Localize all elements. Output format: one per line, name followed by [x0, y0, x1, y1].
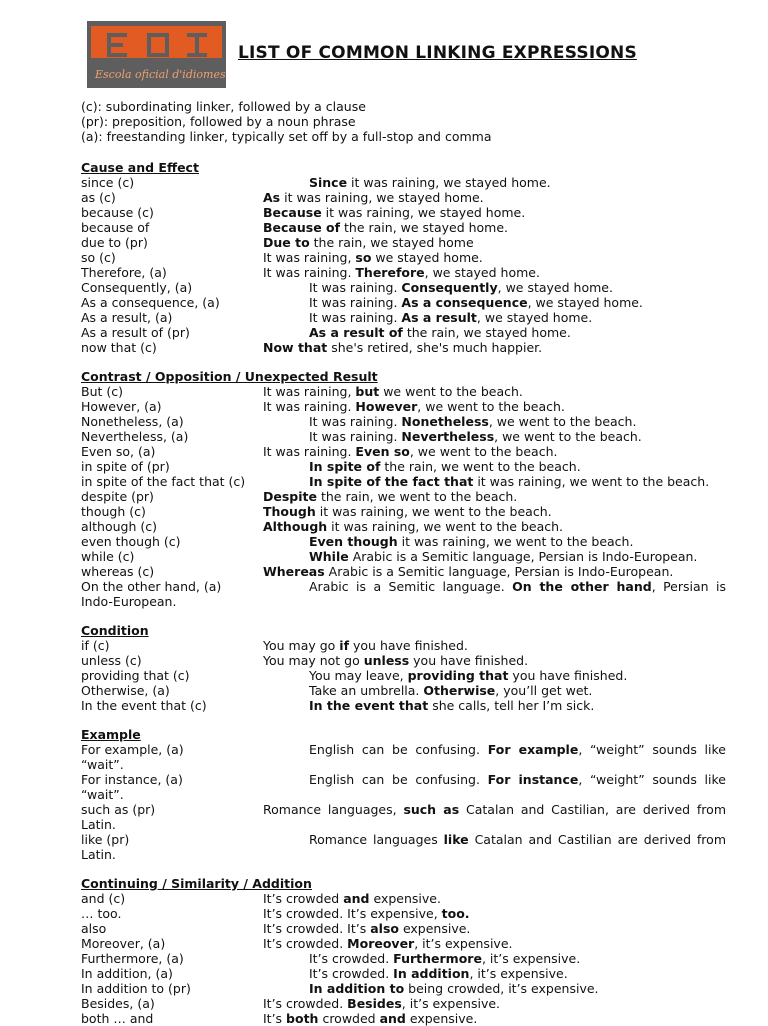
example-text: , we went to the beach.: [409, 444, 558, 459]
linker-example: [263, 564, 726, 579]
example-text: Arabic is a Semitic language, Persian is Indo-European.: [324, 564, 674, 579]
linker-example: [263, 638, 726, 653]
linker-example: [263, 921, 726, 936]
linker-highlight: Nonetheless: [401, 414, 489, 429]
linker-term: so (c): [81, 250, 116, 265]
linker-highlight: Though: [263, 504, 316, 519]
linker-row: [81, 579, 726, 594]
linker-example: [263, 235, 726, 250]
legend-line: (c): subordinating linker, followed by a clause: [81, 99, 366, 114]
linker-example: [309, 474, 726, 489]
linker-term: However, (a): [81, 399, 162, 414]
linker-example: [263, 220, 726, 235]
linker-row: [81, 295, 726, 310]
linker-highlight: However: [355, 399, 418, 414]
linker-row: [81, 534, 726, 549]
linker-highlight: While: [309, 549, 349, 564]
example-text: You may go: [263, 638, 340, 653]
linker-term: As a consequence, (a): [81, 295, 220, 310]
linker-highlight: In spite of the fact that: [309, 474, 474, 489]
linker-highlight: As: [263, 190, 281, 205]
example-text: Arabic is a Semitic language, Persian is Indo-European.: [348, 549, 698, 564]
example-text: It was raining.: [263, 444, 356, 459]
section-title: Condition: [81, 623, 149, 638]
linker-highlight: As a consequence: [401, 295, 528, 310]
logo-eoi-mark: [101, 29, 221, 59]
linker-term: because (c): [81, 205, 154, 220]
linker-term: Consequently, (a): [81, 280, 193, 295]
linker-row: [81, 936, 726, 951]
example-text: It’s crowded.: [309, 966, 394, 981]
example-text: , “weight” sounds like: [578, 742, 726, 757]
linker-row: [81, 653, 726, 668]
example-text: It’s crowded.: [263, 936, 348, 951]
example-text: Romance languages,: [263, 802, 404, 817]
linker-row: [81, 683, 726, 698]
linker-highlight: In addition: [393, 966, 470, 981]
example-text: You may leave,: [309, 668, 408, 683]
linker-term: Moreover, (a): [81, 936, 166, 951]
linker-highlight: Although: [263, 519, 328, 534]
linker-highlight: For example: [487, 742, 579, 757]
linker-example: [263, 265, 726, 280]
linker-row: [81, 921, 726, 936]
linker-term: … too.: [81, 906, 122, 921]
linker-term: as (c): [81, 190, 116, 205]
linker-row: [81, 519, 726, 534]
linker-row: [81, 742, 726, 757]
linker-term: As a result of (pr): [81, 325, 190, 340]
linker-highlight: and: [379, 1011, 406, 1026]
linker-example: [309, 549, 726, 564]
linker-example: [309, 668, 726, 683]
linker-highlight: also: [370, 921, 399, 936]
linker-term: Besides, (a): [81, 996, 155, 1011]
linker-row: [81, 399, 726, 414]
linker-example: [263, 519, 726, 534]
linker-highlight: On the other hand: [512, 579, 652, 594]
example-text: It was raining.: [309, 295, 402, 310]
linker-row: [81, 981, 726, 996]
example-text: , we went to the beach.: [488, 414, 637, 429]
linker-example: [263, 190, 726, 205]
linker-row: [81, 802, 726, 817]
linker-highlight: providing that: [407, 668, 509, 683]
linker-row: [81, 489, 726, 504]
example-continuation: Latin.: [81, 817, 116, 832]
example-continuation: Latin.: [81, 847, 116, 862]
linker-highlight: both: [286, 1011, 319, 1026]
linker-highlight: Now that: [263, 340, 328, 355]
example-text: , “weight” sounds like: [578, 772, 726, 787]
linker-highlight: Besides: [347, 996, 402, 1011]
linker-highlight: Furthermore: [393, 951, 482, 966]
linker-example: [309, 429, 726, 444]
example-text: It’s crowded. It’s expensive,: [263, 906, 442, 921]
linker-highlight: Moreover: [347, 936, 415, 951]
linker-highlight: like: [443, 832, 469, 847]
example-text: we stayed home.: [371, 250, 483, 265]
linker-highlight: As a result: [401, 310, 477, 325]
example-text: It was raining,: [263, 250, 356, 265]
example-text: It was raining.: [309, 429, 402, 444]
linker-example: [263, 802, 726, 817]
example-text: it was raining, we stayed home.: [347, 175, 551, 190]
linker-example: [309, 698, 726, 713]
page-title: LIST OF COMMON LINKING EXPRESSIONS: [238, 43, 637, 63]
legend-line: (a): freestanding linker, typically set off by a full-stop and comma: [81, 129, 492, 144]
example-text: , we stayed home.: [424, 265, 540, 280]
linker-term: Nevertheless, (a): [81, 429, 189, 444]
example-text: you have finished.: [508, 668, 628, 683]
example-text: , we stayed home.: [497, 280, 613, 295]
linker-row: [81, 951, 726, 966]
example-text: the rain, we stayed home: [309, 235, 474, 250]
section-title: Example: [81, 727, 141, 742]
logo-subtitle: Escola oficial d'idiomes: [95, 68, 226, 81]
linker-highlight: In the event that: [309, 698, 429, 713]
linker-highlight: such as: [403, 802, 460, 817]
linker-row: [81, 996, 726, 1011]
section-title: Cause and Effect: [81, 160, 199, 175]
section-title: Contrast / Opposition / Unexpected Result: [81, 369, 378, 384]
linker-term: whereas (c): [81, 564, 155, 579]
example-text: , we went to the beach.: [417, 399, 565, 414]
example-text: , we went to the beach.: [494, 429, 642, 444]
linker-example: [309, 295, 726, 310]
example-text: , you’ll get wet.: [495, 683, 593, 698]
linker-term: As a result, (a): [81, 310, 173, 325]
linker-highlight: Whereas: [263, 564, 325, 579]
linker-highlight: In addition to: [309, 981, 405, 996]
linker-example: [309, 966, 726, 981]
linker-example: [309, 310, 726, 325]
linker-term: even though (c): [81, 534, 181, 549]
legend-line: (pr): preposition, followed by a noun phrase: [81, 114, 356, 129]
linker-term: But (c): [81, 384, 123, 399]
example-text: , it’s expensive.: [401, 996, 501, 1011]
example-text: , Persian is: [651, 579, 726, 594]
linker-row: [81, 549, 726, 564]
linker-term: such as (pr): [81, 802, 156, 817]
linker-row: [81, 966, 726, 981]
linker-row: [81, 235, 726, 250]
linker-highlight: so: [355, 250, 372, 265]
linker-term: both … and: [81, 1011, 154, 1026]
linker-example: [263, 340, 726, 355]
example-text: Romance languages: [309, 832, 444, 847]
example-text: it was raining, we went to the beach.: [397, 534, 634, 549]
linker-term: because of: [81, 220, 150, 235]
linker-term: providing that (c): [81, 668, 190, 683]
example-text: , we stayed home.: [476, 310, 593, 325]
linker-example: [309, 325, 726, 340]
linker-term: although (c): [81, 519, 157, 534]
linker-highlight: Therefore: [355, 265, 425, 280]
linker-highlight: Because of: [263, 220, 341, 235]
linker-term: in spite of the fact that (c): [81, 474, 246, 489]
example-text: English can be confusing.: [309, 742, 488, 757]
example-text: It’s: [263, 1011, 287, 1026]
example-text: , we stayed home.: [527, 295, 643, 310]
example-text: It’s crowded. It’s: [263, 921, 371, 936]
linker-row: [81, 310, 726, 325]
example-text: It’s crowded.: [263, 996, 348, 1011]
linker-row: [81, 668, 726, 683]
example-text: she's retired, she's much happier.: [327, 340, 543, 355]
linker-highlight: Even though: [309, 534, 398, 549]
linker-row: [81, 564, 726, 579]
linker-highlight: As a result of: [309, 325, 403, 340]
logo-orange-band: [91, 26, 222, 58]
linker-highlight: if: [339, 638, 350, 653]
linker-row: [81, 444, 726, 459]
linker-example: [309, 683, 726, 698]
linker-row: [81, 698, 726, 713]
example-text: you have finished.: [349, 638, 468, 653]
section-title: Continuing / Similarity / Addition: [81, 876, 312, 891]
linker-example: [263, 936, 726, 951]
linker-highlight: Since: [309, 175, 348, 190]
example-text: the rain, we went to the beach.: [316, 489, 518, 504]
example-continuation: “wait”.: [81, 787, 124, 802]
example-text: It was raining.: [309, 414, 402, 429]
linker-example: [263, 653, 726, 668]
linker-row: [81, 175, 726, 190]
example-text: it was raining, we went to the beach.: [315, 504, 552, 519]
example-text: Take an umbrella.: [309, 683, 424, 698]
example-text: she calls, tell her I’m sick.: [428, 698, 595, 713]
example-text: It was raining.: [263, 399, 356, 414]
linker-row: [81, 891, 726, 906]
linker-term: Nonetheless, (a): [81, 414, 184, 429]
example-text: , it’s expensive.: [414, 936, 513, 951]
linker-term: in spite of (pr): [81, 459, 170, 474]
example-text: being crowded, it’s expensive.: [404, 981, 599, 996]
example-text: you have finished.: [409, 653, 529, 668]
linker-row: [81, 474, 726, 489]
linker-highlight: Due to: [263, 235, 310, 250]
legend: [81, 99, 492, 144]
linker-term: though (c): [81, 504, 146, 519]
linker-row: [81, 459, 726, 474]
linker-highlight: too.: [441, 906, 470, 921]
linker-row: [81, 504, 726, 519]
linker-example: [263, 891, 726, 906]
linker-term: On the other hand, (a): [81, 579, 222, 594]
linker-row: [81, 772, 726, 787]
linker-highlight: Otherwise: [423, 683, 496, 698]
example-text: You may not go: [263, 653, 364, 668]
example-text: expensive.: [405, 1011, 478, 1026]
linker-term: and (c): [81, 891, 126, 906]
example-text: Catalan and Castilian, are derived from: [459, 802, 726, 817]
linker-row: [81, 340, 726, 355]
example-text: the rain, we stayed home.: [340, 220, 509, 235]
example-text: English can be confusing.: [309, 772, 488, 787]
linker-term: Otherwise, (a): [81, 683, 170, 698]
linker-highlight: Even so: [355, 444, 410, 459]
linker-term: In addition to (pr): [81, 981, 191, 996]
linker-example: [263, 489, 726, 504]
linker-row: [81, 265, 726, 280]
linker-term: Furthermore, (a): [81, 951, 184, 966]
linker-term: In addition, (a): [81, 966, 173, 981]
eoi-logo: [87, 21, 226, 88]
linker-term: In the event that (c): [81, 698, 207, 713]
linker-example: [263, 250, 726, 265]
example-text: It’s crowded: [263, 891, 344, 906]
linker-example: [309, 951, 726, 966]
linker-highlight: For instance: [487, 772, 579, 787]
linker-example: [263, 906, 726, 921]
example-text: It was raining.: [263, 265, 356, 280]
linker-term: Therefore, (a): [81, 265, 167, 280]
linker-row: [81, 414, 726, 429]
linker-term: due to (pr): [81, 235, 148, 250]
example-text: we went to the beach.: [379, 384, 523, 399]
linker-term: unless (c): [81, 653, 142, 668]
example-continuation: Indo-European.: [81, 594, 177, 609]
linker-example: [263, 996, 726, 1011]
linker-highlight: and: [343, 891, 370, 906]
example-text: expensive.: [398, 921, 471, 936]
linker-example: [309, 175, 726, 190]
linker-row: [81, 190, 726, 205]
example-text: It was raining,: [263, 384, 356, 399]
linker-example: [309, 981, 726, 996]
example-text: It’s crowded.: [309, 951, 394, 966]
linker-row: [81, 325, 726, 340]
linker-term: Even so, (a): [81, 444, 156, 459]
example-text: the rain, we stayed home.: [402, 325, 571, 340]
linker-highlight: unless: [363, 653, 410, 668]
linker-row: [81, 205, 726, 220]
linker-term: like (pr): [81, 832, 130, 847]
example-text: it was raining, we went to the beach.: [327, 519, 563, 534]
example-continuation: “wait”.: [81, 757, 124, 772]
linker-row: [81, 429, 726, 444]
linker-row: [81, 280, 726, 295]
linker-example: [309, 832, 726, 847]
linker-row: [81, 384, 726, 399]
linker-example: [309, 459, 726, 474]
linker-row: [81, 220, 726, 235]
example-text: It was raining.: [309, 280, 402, 295]
linker-term: while (c): [81, 549, 135, 564]
linker-term: since (c): [81, 175, 135, 190]
linker-highlight: Because: [263, 205, 322, 220]
example-text: , it’s expensive.: [469, 966, 568, 981]
linker-term: if (c): [81, 638, 110, 653]
linker-example: [309, 742, 726, 757]
linker-highlight: Despite: [263, 489, 317, 504]
linker-example: [263, 504, 726, 519]
linker-highlight: In spite of: [309, 459, 381, 474]
linker-example: [263, 205, 726, 220]
linker-row: [81, 250, 726, 265]
example-text: it was raining, we went to the beach.: [473, 474, 710, 489]
linker-term: For example, (a): [81, 742, 184, 757]
example-text: the rain, we went to the beach.: [380, 459, 581, 474]
linker-example: [309, 414, 726, 429]
linker-example: [309, 579, 726, 594]
example-text: Arabic is a Semitic language.: [309, 579, 513, 594]
example-text: It was raining.: [309, 310, 402, 325]
linker-example: [309, 534, 726, 549]
linker-example: [263, 384, 726, 399]
linker-term: now that (c): [81, 340, 157, 355]
example-text: it was raining, we stayed home.: [280, 190, 484, 205]
example-text: crowded: [318, 1011, 380, 1026]
example-text: Catalan and Castilian are derived from: [468, 832, 726, 847]
linker-row: [81, 906, 726, 921]
linker-row: [81, 832, 726, 847]
linker-example: [263, 444, 726, 459]
example-text: it was raining, we stayed home.: [321, 205, 526, 220]
linker-term: despite (pr): [81, 489, 154, 504]
linker-row: [81, 638, 726, 653]
linker-term: also: [81, 921, 107, 936]
example-text: expensive.: [369, 891, 441, 906]
linker-highlight: Consequently: [401, 280, 498, 295]
linker-term: For instance, (a): [81, 772, 183, 787]
linker-example: [309, 280, 726, 295]
linker-example: [309, 772, 726, 787]
linking-expressions-list: [81, 160, 726, 1026]
linker-highlight: Nevertheless: [401, 429, 495, 444]
example-text: , it’s expensive.: [481, 951, 581, 966]
linker-highlight: but: [355, 384, 380, 399]
linker-example: [263, 399, 726, 414]
